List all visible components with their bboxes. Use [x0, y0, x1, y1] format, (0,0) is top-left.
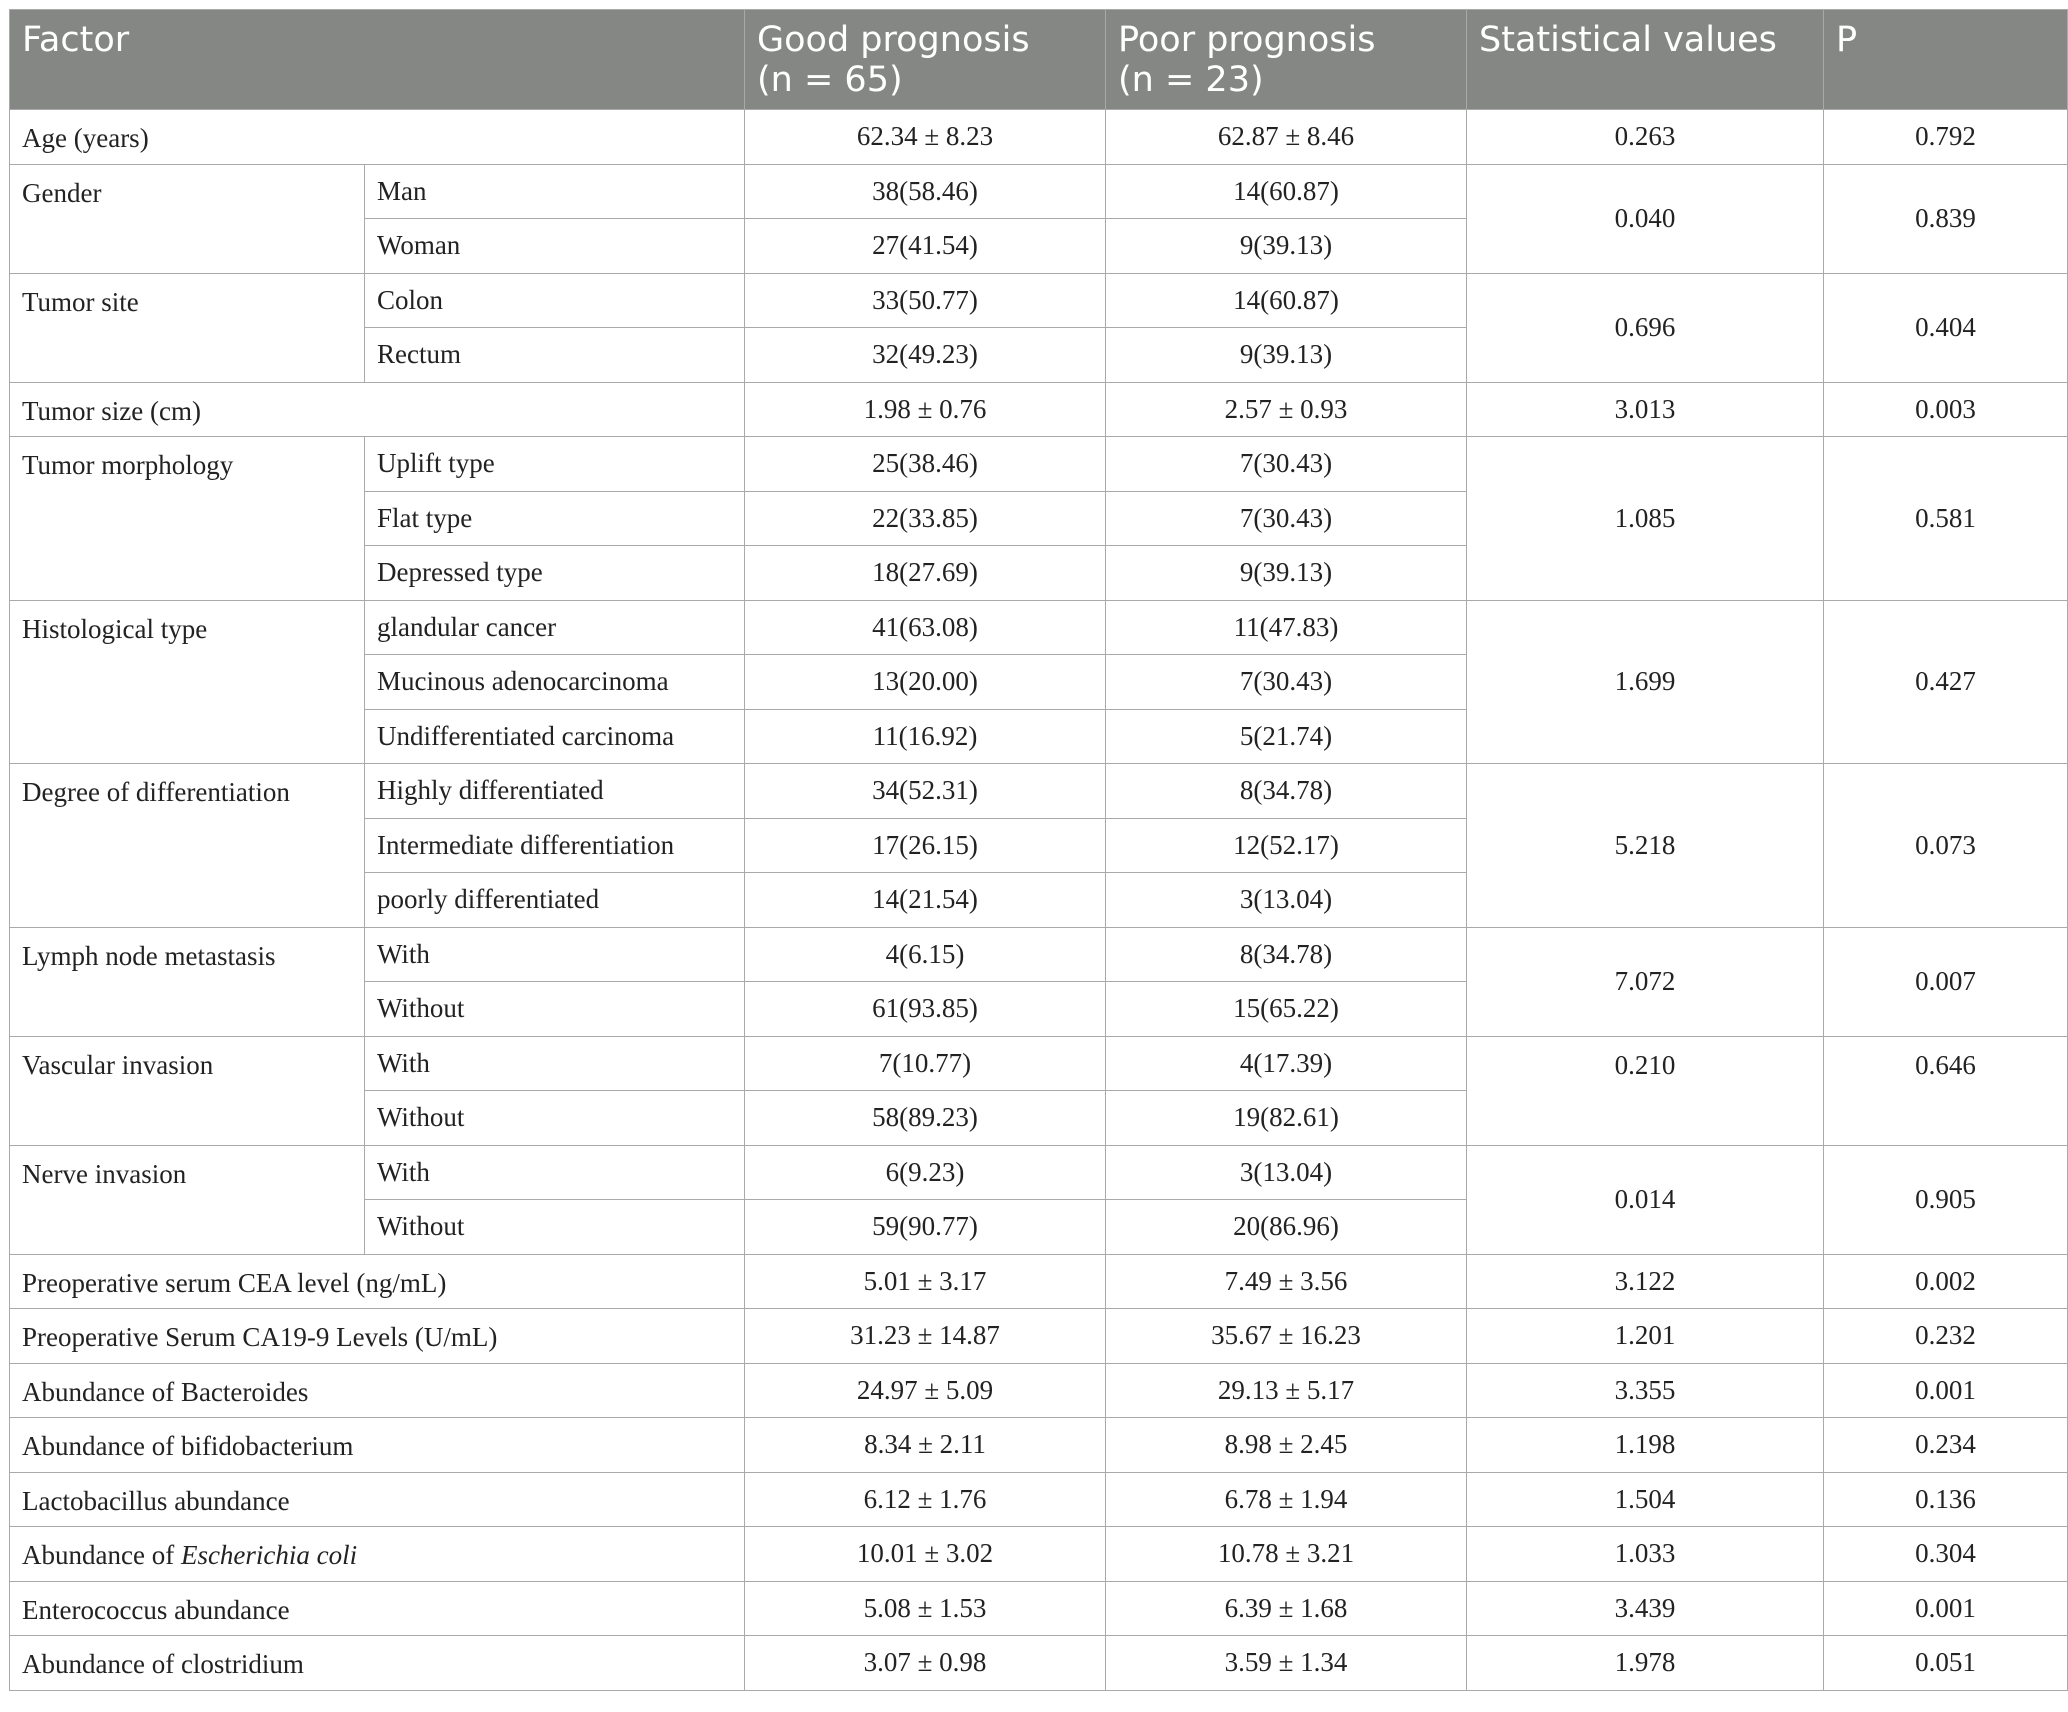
- p-value-cell: 0.581: [1824, 437, 2068, 601]
- good-prognosis-cell: 10.01 ± 3.02: [745, 1527, 1106, 1582]
- table-row: [10, 1309, 2068, 1364]
- subcategory-cell: Undifferentiated carcinoma: [365, 709, 745, 764]
- poor-prognosis-cell: 35.67 ± 16.23: [1106, 1309, 1467, 1364]
- p-value-cell: 0.792: [1824, 110, 2068, 165]
- factor-label: Abundance of: [22, 1540, 181, 1570]
- table-row: [10, 1418, 2068, 1473]
- good-prognosis-cell: 3.07 ± 0.98: [745, 1636, 1106, 1691]
- subcategory-cell: With: [365, 1145, 745, 1200]
- good-prognosis-cell: 41(63.08): [745, 600, 1106, 655]
- good-prognosis-cell: 11(16.92): [745, 709, 1106, 764]
- statistical-value-cell: 3.355: [1467, 1363, 1824, 1418]
- factor-label: Abundance of clostridium: [22, 1649, 304, 1679]
- statistical-value-cell: 1.978: [1467, 1636, 1824, 1691]
- good-prognosis-cell: 24.97 ± 5.09: [745, 1363, 1106, 1418]
- factor-cell: [10, 164, 365, 273]
- table-row: [10, 927, 2068, 982]
- factor-cell: [10, 110, 745, 165]
- table-row: [10, 273, 2068, 328]
- good-prognosis-cell: 31.23 ± 14.87: [745, 1309, 1106, 1364]
- poor-prognosis-cell: 9(39.13): [1106, 546, 1467, 601]
- p-value-cell: 0.001: [1824, 1581, 2068, 1636]
- poor-prognosis-cell: 6.39 ± 1.68: [1106, 1581, 1467, 1636]
- header-poor-prognosis: [1106, 10, 1467, 110]
- factor-label: Lactobacillus abundance: [22, 1485, 290, 1516]
- factor-cell: [10, 1472, 745, 1527]
- p-value-cell: 0.007: [1824, 927, 2068, 1036]
- results-table: [9, 9, 2068, 1691]
- factor-label: Abundance of Bacteroides: [22, 1376, 309, 1407]
- poor-prognosis-cell: 4(17.39): [1106, 1036, 1467, 1091]
- poor-prognosis-cell: 15(65.22): [1106, 982, 1467, 1037]
- good-prognosis-cell: 33(50.77): [745, 273, 1106, 328]
- subcategory-cell: Without: [365, 1091, 745, 1146]
- subcategory-cell: Flat type: [365, 491, 745, 546]
- poor-prognosis-cell: 7(30.43): [1106, 437, 1467, 492]
- header-p: P: [1824, 10, 2068, 110]
- poor-prognosis-cell: 6.78 ± 1.94: [1106, 1472, 1467, 1527]
- good-prognosis-cell: 25(38.46): [745, 437, 1106, 492]
- header-good-prognosis: [745, 10, 1106, 110]
- poor-prognosis-cell: 9(39.13): [1106, 328, 1467, 383]
- statistical-value-cell: 1.085: [1467, 437, 1824, 601]
- good-prognosis-cell: 5.08 ± 1.53: [745, 1581, 1106, 1636]
- p-value-cell: 0.839: [1824, 164, 2068, 273]
- factor-label: Preoperative Serum CA19-9 Levels (U/mL): [22, 1322, 498, 1352]
- poor-prognosis-cell: 2.57 ± 0.93: [1106, 382, 1467, 437]
- poor-prognosis-cell: 20(86.96): [1106, 1200, 1467, 1255]
- table-row: [10, 600, 2068, 655]
- factor-label: Degree of differentiation: [22, 777, 290, 807]
- subcategory-cell: Highly differentiated: [365, 764, 745, 819]
- poor-prognosis-cell: 9(39.13): [1106, 219, 1467, 274]
- table-row: [10, 110, 2068, 165]
- factor-label: Vascular invasion: [22, 1049, 214, 1080]
- table-row: [10, 164, 2068, 219]
- good-prognosis-cell: 32(49.23): [745, 328, 1106, 383]
- statistical-value-cell: 3.122: [1467, 1254, 1824, 1309]
- p-value-cell: 0.051: [1824, 1636, 2068, 1691]
- poor-prognosis-cell: 12(52.17): [1106, 818, 1467, 873]
- statistical-value-cell: 3.439: [1467, 1581, 1824, 1636]
- statistical-value-cell: 7.072: [1467, 927, 1824, 1036]
- poor-prognosis-cell: 3(13.04): [1106, 873, 1467, 928]
- statistical-value-cell: 0.696: [1467, 273, 1824, 382]
- table-row: [10, 1527, 2068, 1582]
- statistical-value-cell: 0.210: [1467, 1036, 1824, 1145]
- table-row: [10, 382, 2068, 437]
- factor-label: Tumor size (cm): [22, 395, 201, 426]
- header-statistical-values: Statistical values: [1467, 10, 1824, 110]
- poor-prognosis-cell: 3.59 ± 1.34: [1106, 1636, 1467, 1691]
- factor-label: Tumor morphology: [22, 450, 234, 480]
- poor-prognosis-cell: 8(34.78): [1106, 764, 1467, 819]
- p-value-cell: 0.905: [1824, 1145, 2068, 1254]
- good-prognosis-cell: 61(93.85): [745, 982, 1106, 1037]
- factor-cell: [10, 1363, 745, 1418]
- poor-prognosis-cell: 7.49 ± 3.56: [1106, 1254, 1467, 1309]
- factor-cell: [10, 927, 365, 1036]
- statistical-value-cell: 0.263: [1467, 110, 1824, 165]
- subcategory-cell: poorly differentiated: [365, 873, 745, 928]
- subcategory-cell: Depressed type: [365, 546, 745, 601]
- subcategory-cell: Colon: [365, 273, 745, 328]
- factor-label: Preoperative serum CEA level (ng/mL): [22, 1267, 447, 1298]
- p-value-cell: 0.646: [1824, 1036, 2068, 1145]
- poor-prognosis-cell: 10.78 ± 3.21: [1106, 1527, 1467, 1582]
- poor-prognosis-cell: 14(60.87): [1106, 164, 1467, 219]
- factor-cell: [10, 1527, 745, 1582]
- factor-cell: [10, 1636, 745, 1691]
- poor-prognosis-cell: 29.13 ± 5.17: [1106, 1363, 1467, 1418]
- table-row: [10, 1363, 2068, 1418]
- good-prognosis-cell: 13(20.00): [745, 655, 1106, 710]
- good-prognosis-cell: 8.34 ± 2.11: [745, 1418, 1106, 1473]
- p-value-cell: 0.304: [1824, 1527, 2068, 1582]
- good-prognosis-cell: 4(6.15): [745, 927, 1106, 982]
- poor-prognosis-cell: 5(21.74): [1106, 709, 1467, 764]
- factor-cell: [10, 1145, 365, 1254]
- poor-prognosis-cell: 8.98 ± 2.45: [1106, 1418, 1467, 1473]
- poor-prognosis-cell: 7(30.43): [1106, 491, 1467, 546]
- subcategory-cell: Man: [365, 164, 745, 219]
- header-poor-n: (n = 23): [1118, 60, 1264, 100]
- good-prognosis-cell: 17(26.15): [745, 818, 1106, 873]
- p-value-cell: 0.427: [1824, 600, 2068, 764]
- good-prognosis-cell: 5.01 ± 3.17: [745, 1254, 1106, 1309]
- statistical-value-cell: 1.033: [1467, 1527, 1824, 1582]
- header-good-title: Good prognosis: [757, 20, 1030, 60]
- subcategory-cell: glandular cancer: [365, 600, 745, 655]
- factor-label: Histological type: [22, 613, 208, 644]
- subcategory-cell: With: [365, 927, 745, 982]
- table-container: [9, 9, 2067, 1697]
- poor-prognosis-cell: 3(13.04): [1106, 1145, 1467, 1200]
- factor-label: Age (years): [22, 123, 149, 153]
- p-value-cell: 0.136: [1824, 1472, 2068, 1527]
- good-prognosis-cell: 6(9.23): [745, 1145, 1106, 1200]
- poor-prognosis-cell: 7(30.43): [1106, 655, 1467, 710]
- statistical-value-cell: 0.040: [1467, 164, 1824, 273]
- factor-cell: [10, 1418, 745, 1473]
- subcategory-cell: Without: [365, 1200, 745, 1255]
- subcategory-cell: Intermediate differentiation: [365, 818, 745, 873]
- factor-cell: [10, 382, 745, 437]
- factor-label-italic: Escherichia coli: [180, 1540, 358, 1570]
- factor-label: Tumor site: [22, 286, 139, 317]
- statistical-value-cell: 5.218: [1467, 764, 1824, 928]
- p-value-cell: 0.001: [1824, 1363, 2068, 1418]
- table-row: [10, 1581, 2068, 1636]
- factor-cell: [10, 437, 365, 601]
- statistical-value-cell: 3.013: [1467, 382, 1824, 437]
- table-body: [10, 110, 2068, 1691]
- table-row: [10, 1472, 2068, 1527]
- factor-label: Enterococcus abundance: [22, 1594, 290, 1625]
- subcategory-cell: Mucinous adenocarcinoma: [365, 655, 745, 710]
- p-value-cell: 0.232: [1824, 1309, 2068, 1364]
- statistical-value-cell: 1.699: [1467, 600, 1824, 764]
- table-row: [10, 764, 2068, 819]
- good-prognosis-cell: 34(52.31): [745, 764, 1106, 819]
- factor-cell: [10, 1254, 745, 1309]
- factor-cell: [10, 1036, 365, 1145]
- subcategory-cell: Woman: [365, 219, 745, 274]
- good-prognosis-cell: 58(89.23): [745, 1091, 1106, 1146]
- table-row: [10, 1036, 2068, 1091]
- p-value-cell: 0.073: [1824, 764, 2068, 928]
- header-poor-title: Poor prognosis: [1118, 20, 1376, 60]
- poor-prognosis-cell: 8(34.78): [1106, 927, 1467, 982]
- poor-prognosis-cell: 11(47.83): [1106, 600, 1467, 655]
- factor-label: Nerve invasion: [22, 1158, 187, 1189]
- poor-prognosis-cell: 14(60.87): [1106, 273, 1467, 328]
- good-prognosis-cell: 62.34 ± 8.23: [745, 110, 1106, 165]
- factor-cell: [10, 1309, 745, 1364]
- good-prognosis-cell: 59(90.77): [745, 1200, 1106, 1255]
- factor-label: Abundance of bifidobacterium: [22, 1431, 354, 1461]
- header-factor: Factor: [10, 10, 745, 110]
- good-prognosis-cell: 22(33.85): [745, 491, 1106, 546]
- table-row: [10, 1254, 2068, 1309]
- header-good-n: (n = 65): [757, 60, 903, 100]
- subcategory-cell: Without: [365, 982, 745, 1037]
- statistical-value-cell: 1.201: [1467, 1309, 1824, 1364]
- poor-prognosis-cell: 19(82.61): [1106, 1091, 1467, 1146]
- poor-prognosis-cell: 62.87 ± 8.46: [1106, 110, 1467, 165]
- header-row: [10, 10, 2068, 110]
- factor-cell: [10, 1581, 745, 1636]
- statistical-value-cell: 0.014: [1467, 1145, 1824, 1254]
- p-value-cell: 0.003: [1824, 382, 2068, 437]
- statistical-value-cell: 1.504: [1467, 1472, 1824, 1527]
- subcategory-cell: Rectum: [365, 328, 745, 383]
- table-row: [10, 1636, 2068, 1691]
- good-prognosis-cell: 7(10.77): [745, 1036, 1106, 1091]
- good-prognosis-cell: 6.12 ± 1.76: [745, 1472, 1106, 1527]
- subcategory-cell: Uplift type: [365, 437, 745, 492]
- factor-cell: [10, 600, 365, 764]
- table-row: [10, 1145, 2068, 1200]
- good-prognosis-cell: 27(41.54): [745, 219, 1106, 274]
- factor-cell: [10, 273, 365, 382]
- statistical-value-cell: 1.198: [1467, 1418, 1824, 1473]
- good-prognosis-cell: 1.98 ± 0.76: [745, 382, 1106, 437]
- factor-label: Lymph node metastasis: [22, 940, 276, 971]
- p-value-cell: 0.234: [1824, 1418, 2068, 1473]
- good-prognosis-cell: 18(27.69): [745, 546, 1106, 601]
- table-row: [10, 437, 2068, 492]
- factor-label: Gender: [22, 177, 102, 208]
- good-prognosis-cell: 14(21.54): [745, 873, 1106, 928]
- p-value-cell: 0.404: [1824, 273, 2068, 382]
- p-value-cell: 0.002: [1824, 1254, 2068, 1309]
- factor-cell: [10, 764, 365, 928]
- good-prognosis-cell: 38(58.46): [745, 164, 1106, 219]
- subcategory-cell: With: [365, 1036, 745, 1091]
